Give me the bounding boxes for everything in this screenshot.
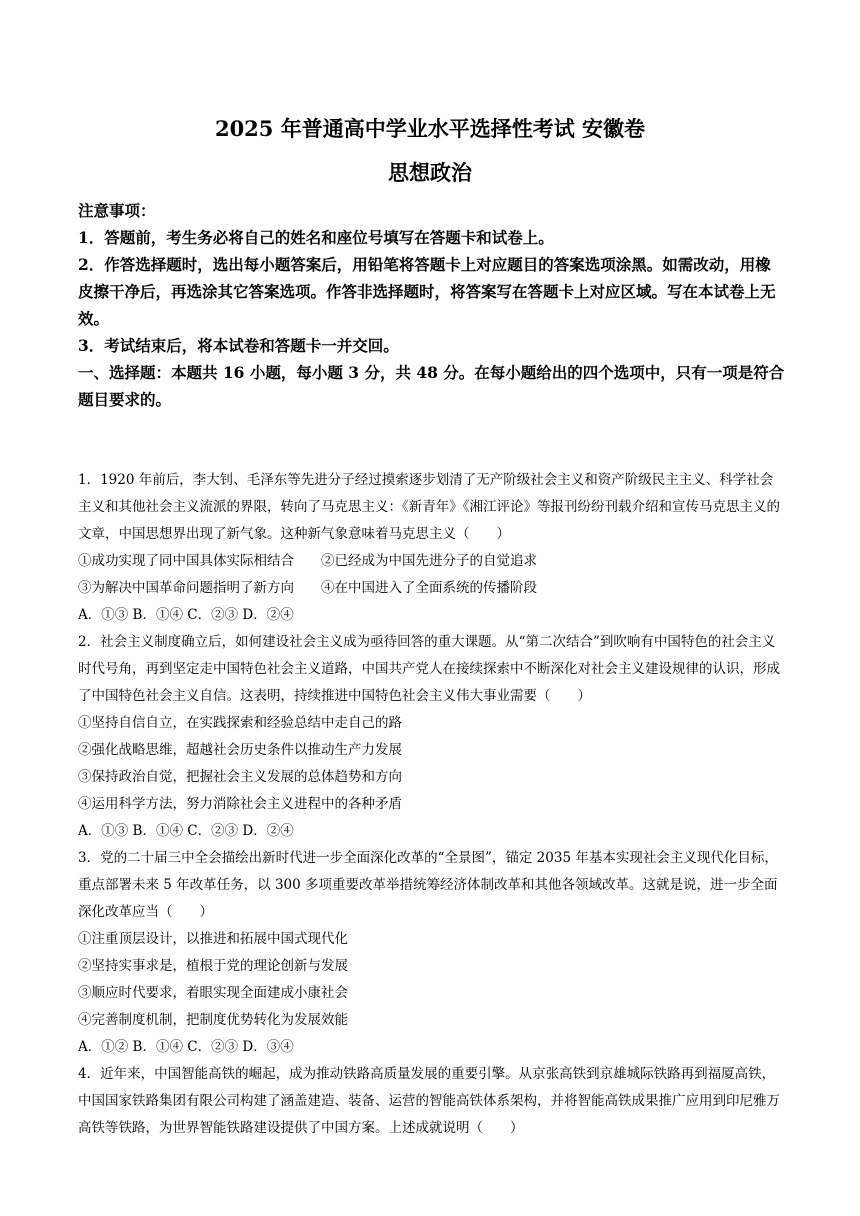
question-4 — [78, 1061, 786, 1142]
exam-title: 2025 年普通高中学业水平选择性考试 安徽卷 — [214, 116, 646, 141]
question-statement: ③保持政治自觉，把握社会主义发展的总体趋势和方向 — [78, 769, 402, 785]
question-1 — [78, 467, 786, 629]
notice-item: 1．答题前，考生务必将自己的姓名和座位号填写在答题卡和试卷上。 — [78, 228, 554, 247]
question-choices: A．①③ B．①④ C．②③ D．②④ — [78, 607, 294, 623]
question-choices: A．①③ B．①④ C．②③ D．②④ — [78, 823, 294, 839]
question-stem: 3．党的二十届三中全会描绘出新时代进一步全面深化改革的“全景图”，锚定 2035 年基本实现社会主义现代化目标，重点部署未来 5 年改革任务，以 300 多项重要改革举措统筹经济体制改革和其他各领域改革。这就是说，进一步全面深化改革应当（ ） — [78, 850, 778, 920]
question-statement: ①成功实现了同中国具体实际相结合 ②已经成为中国先进分子的自觉追求 — [78, 553, 537, 569]
question-statement: ③为解决中国革命问题指明了新方向 ④在中国进入了全面系统的传播阶段 — [78, 580, 537, 596]
question-stem: 2．社会主义制度确立后，如何建设社会主义成为亟待回答的重大课题。从“第二次结合”到吹响有中国特色的社会主义时代号角，再到坚定走中国特色社会主义道路，中国共产党人在接续探索中不断深化对社会主义建设规律的认识，形成了中国特色社会主义自信。这表明，持续推进中国特色社会主义伟大事业需要（ ） — [78, 634, 780, 704]
question-choices: A．①② B．①④ C．②③ D．③④ — [78, 1039, 294, 1055]
notice-item: 2．作答选择题时，选出每小题答案后，用铅笔将答题卡上对应题目的答案选项涂黑。如需改动，用橡皮擦干净后，再选涂其它答案选项。作答非选择题时，将答案写在答题卡上对应区域。写在本试卷上无效。 — [78, 255, 776, 328]
section-heading: 一、选择题：本题共 16 小题，每小题 3 分，共 48 分。在每小题给出的四个选项中，只有一项是符合题目要求的。 — [78, 363, 785, 409]
notice-heading: 注意事项： — [78, 201, 156, 220]
question-list — [78, 467, 786, 1142]
question-3 — [78, 845, 786, 1061]
question-stem: 1．1920 年前后，李大钊、毛泽东等先进分子经过摸索逐步划清了无产阶级社会主义和资产阶级民主主义、科学社会主义和其他社会主义流派的界限，转向了马克思主义：《新青年》《湘江评论》等报刊纷纷刊载介绍和宣传马克思主义的文章，中国思想界出现了新气象。这种新气象意味着马克思主义（ ） — [78, 472, 780, 542]
question-2 — [78, 629, 786, 845]
subject-title: 思想政治 — [388, 160, 472, 185]
question-statement: ①注重顶层设计，以推进和拓展中国式现代化 — [78, 931, 348, 947]
question-statement: ④运用科学方法，努力消除社会主义进程中的各种矛盾 — [78, 796, 402, 812]
question-statement: ①坚持自信自立，在实践探索和经验总结中走自己的路 — [78, 715, 402, 731]
notice-item: 3．考试结束后，将本试卷和答题卡一并交回。 — [78, 336, 399, 355]
question-statement: ②坚持实事求是，植根于党的理论创新与发展 — [78, 958, 348, 974]
question-statement: ②强化战略思维，超越社会历史条件以推动生产力发展 — [78, 742, 402, 758]
question-statement: ④完善制度机制，把制度优势转化为发展效能 — [78, 1012, 348, 1028]
question-stem: 4．近年来，中国智能高铁的崛起，成为推动铁路高质量发展的重要引擎。从京张高铁到京雄城际铁路再到福厦高铁，中国国家铁路集团有限公司构建了涵盖建造、装备、运营的智能高铁体系架构，并将智能高铁成果推广应用到印尼雅万高铁等铁路，为世界智能铁路建设提供了中国方案。上述成就说明（ ） — [78, 1066, 780, 1136]
notice-section — [78, 197, 786, 413]
question-statement: ③顺应时代要求，着眼实现全面建成小康社会 — [78, 985, 348, 1001]
